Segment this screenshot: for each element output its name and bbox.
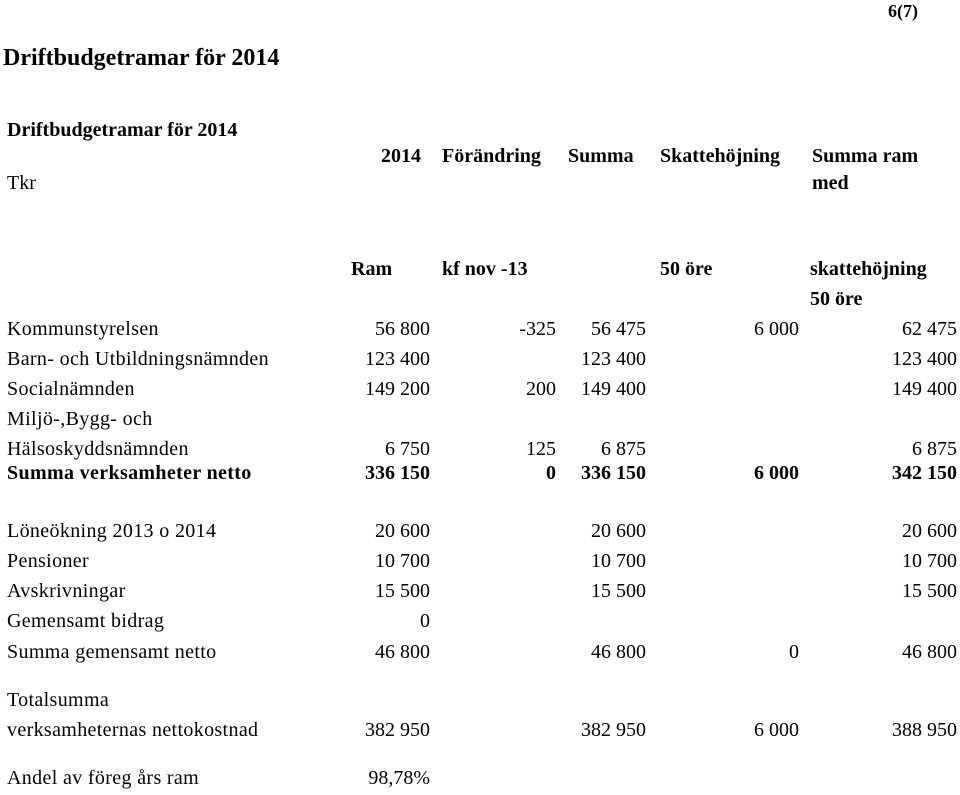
- cell-sum: 46 800: [591, 641, 646, 663]
- row-label: Summa verksamheter netto: [7, 462, 252, 484]
- cell-total: 20 600: [902, 520, 957, 542]
- row-label: Löneökning 2013 o 2014: [7, 520, 217, 542]
- page-number: 6(7): [888, 1, 918, 21]
- cell-change: 200: [526, 378, 556, 400]
- table-title: Driftbudgetramar för 2014: [7, 119, 238, 141]
- cell-sum: 6 875: [601, 438, 646, 460]
- cell-ram: 98,78%: [368, 767, 430, 789]
- cell-total: 123 400: [892, 348, 957, 370]
- header-forandring: Förändring: [442, 145, 541, 167]
- row-label: Gemensamt bidrag: [7, 610, 165, 632]
- header-med: med: [812, 172, 849, 194]
- cell-total: 62 475: [902, 318, 957, 340]
- cell-sum: 149 400: [581, 378, 646, 400]
- header-summa: Summa: [568, 145, 634, 167]
- row-label: Andel av föreg års ram: [7, 767, 200, 789]
- cell-ram: 56 800: [375, 318, 430, 340]
- cell-total: 342 150: [892, 462, 957, 484]
- header-ram: Ram: [351, 258, 393, 280]
- row-label: Barn- och Utbildningsnämnden: [7, 348, 269, 370]
- cell-tax: 6 000: [754, 462, 799, 484]
- cell-sum: 10 700: [591, 550, 646, 572]
- header-skattehojning: Skattehöjning: [660, 145, 781, 167]
- cell-total: 15 500: [902, 580, 957, 602]
- header-skattehojning-2: skattehöjning: [810, 258, 927, 280]
- cell-ram: 6 750: [385, 438, 430, 460]
- cell-change: 125: [526, 438, 556, 460]
- cell-ram: 46 800: [375, 641, 430, 663]
- header-summa-ram: Summa ram: [812, 145, 919, 167]
- cell-ram: 0: [420, 610, 430, 632]
- cell-change: -325: [519, 318, 556, 340]
- cell-ram: 15 500: [375, 580, 430, 602]
- row-label-line2: verksamheternas nettokostnad: [7, 719, 259, 741]
- header-50-ore: 50 öre: [660, 258, 713, 280]
- unit-label: Tkr: [7, 172, 36, 194]
- row-label-line2: Hälsoskyddsnämnden: [7, 438, 189, 460]
- row-label: Kommunstyrelsen: [7, 318, 159, 340]
- cell-ram: 123 400: [365, 348, 430, 370]
- document-title: Driftbudgetramar för 2014: [3, 45, 280, 71]
- cell-ram: 10 700: [375, 550, 430, 572]
- cell-tax: 6 000: [754, 719, 799, 741]
- cell-total: 46 800: [902, 641, 957, 663]
- cell-sum: 382 950: [581, 719, 646, 741]
- cell-sum: 56 475: [591, 318, 646, 340]
- cell-sum: 123 400: [581, 348, 646, 370]
- cell-ram: 336 150: [365, 462, 430, 484]
- row-label: Summa gemensamt netto: [7, 641, 217, 663]
- row-label: Pensioner: [7, 550, 90, 572]
- cell-total: 6 875: [912, 438, 957, 460]
- header-50-ore-2: 50 öre: [810, 288, 863, 310]
- cell-tax: 0: [789, 641, 799, 663]
- cell-total: 10 700: [902, 550, 957, 572]
- cell-total: 388 950: [892, 719, 957, 741]
- row-label: Totalsumma: [7, 689, 110, 711]
- row-label: Avskrivningar: [7, 580, 126, 602]
- header-2014: 2014: [381, 145, 421, 167]
- cell-ram: 20 600: [375, 520, 430, 542]
- cell-sum: 15 500: [591, 580, 646, 602]
- row-label: Miljö-,Bygg- och: [7, 408, 153, 430]
- cell-sum: 336 150: [581, 462, 646, 484]
- cell-ram: 149 200: [365, 378, 430, 400]
- cell-change: 0: [546, 462, 556, 484]
- header-kf-nov: kf nov -13: [442, 258, 528, 280]
- row-label: Socialnämnden: [7, 378, 135, 400]
- cell-total: 149 400: [892, 378, 957, 400]
- cell-sum: 20 600: [591, 520, 646, 542]
- cell-tax: 6 000: [754, 318, 799, 340]
- cell-ram: 382 950: [365, 719, 430, 741]
